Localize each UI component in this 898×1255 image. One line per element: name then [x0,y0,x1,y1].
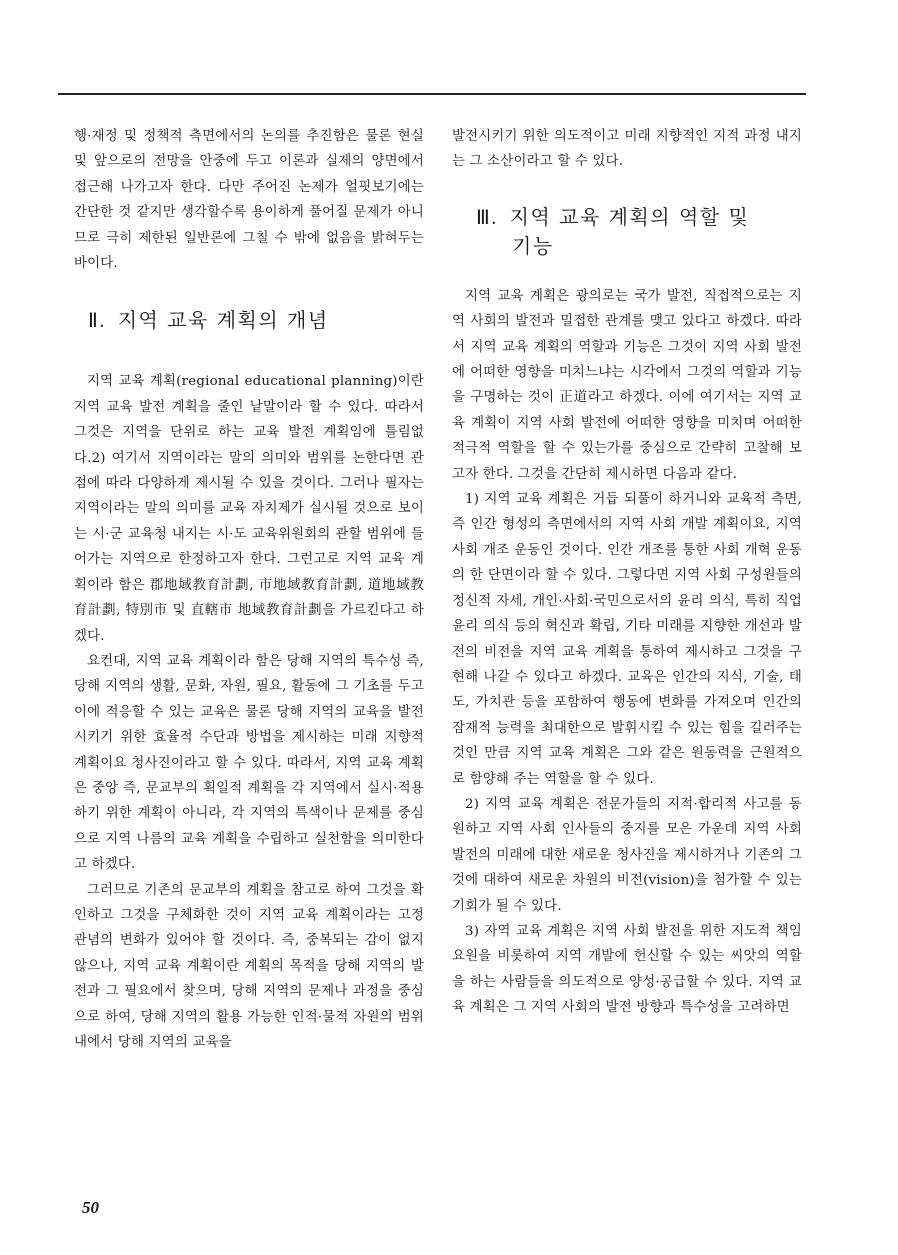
left-column [74,124,424,1055]
list-item-1: 1) 지역 교육 계획은 거듭 되풀이 하거니와 교육적 측면, 즉 인간 형성의 측면에서의 지역 사회 개발 계획이요, 지역 사회 개조 운동인 것이다. 인간 개조를 통한 사회 개혁 운동의 한 단면이라 할 수 있다. 그렇다면 지역 사회 구성원들의 정신적 자세, 개인·사회·국민으로서의 윤리 의식, 특히 직업 윤리 의식 등의 혁신과 확립, 기타 미래를 지향한 개선과 발전의 비전을 지역 교육 계획을 통하여 제시하고 그것을 구현해 나갈 수 있다고 하겠다. 교육은 인간의 지식, 기술, 태도, 가치관 등을 포함하여 행동에 변화를 가져오며 인간의 잠재적 능력을 최대한으로 발휘시킬 수 있는 힘을 길러주는 것인 만큼 지역 교육 계획은 그와 같은 원동력을 근원적으로 함양해 주는 역할을 할 수 있다. [452,492,802,787]
section-3-title-line2: 기능 [512,233,554,258]
section-2-number: Ⅱ. [88,310,106,333]
page-number: 50 [82,1198,99,1217]
paragraph-concept: 지역 교육 계획(regional educational planning)이란 지역 교육 발전 계획을 줄인 낱말이라 할 수 있다. 따라서 그것은 지역을 단위로 하는 교육 발전 계획임에 틀림없다.2) 여기서 지역이라는 말의 의미와 범위를 논한다면 관점에 따라 다양하게 제시될 수 있을 것이다. 그러나 필자는 지역이라는 말의 의미를 교육 자치제가 실시될 것으로 보이는 시·군 교육청 내지는 시·도 교육위원회의 관할 범위에 들어가는 지역으로 한정하고자 한다. 그런고로 지역 교육 계획이라 함은 郡地域教育計劃, 市地域教育計劃, 道地域教育計劃, 特別市 및 直轄市 地域教育計劃을 가르킨다고 하겠다. [74,374,424,644]
paragraph-summary: 요컨대, 지역 교육 계획이라 함은 당해 지역의 특수성 즉, 당해 지역의 생활, 문화, 자원, 필요, 활동에 그 기초를 두고 이에 적응할 수 있는 교육은 물론 당해 지역의 교육을 발전시키기 위한 효율적 수단과 방법을 제시하는 미래 지향적 계획이요 청사진이라고 할 수 있다. 따라서, 지역 교육 계획은 중앙 즉, 문교부의 획일적 계획을 각 지역에서 실시·적용하기 위한 계획이 아니라, 각 지역의 특색이나 문제를 중심으로 지역 나름의 교육 계획을 수립하고 실천함을 의미한다고 하겠다. [74,653,424,873]
paragraph-role: 지역 교육 계획은 광의로는 국가 발전, 직접적으로는 지역 사회의 발전과 밀접한 관계를 맺고 있다고 하겠다. 따라서 지역 교육 계획의 역할과 기능은 그것이 지역 사회 발전에 어떠한 영향을 미치느냐는 시각에서 그것의 역할과 기능을 구명하는 것이 正道라고 하겠다. 이에 여기서는 지역 교육 계획이 지역 사회 발전에 어떠한 영향을 미치며 어떠한 적극적 역할을 할 수 있는가를 중심으로 간략히 고찰해 보고자 한다. 그것을 간단히 제시하면 다음과 같다. [452,288,802,482]
paragraph-intro: 행·재정 및 정책적 측면에서의 논의를 추진함은 물론 현실 및 앞으로의 전망을 안중에 두고 이론과 실제의 양면에서 접근해 나가고자 한다. 다만 주어진 논제가 얼핏보기에는 간단한 것 같지만 생각할수록 용이하게 풀어질 문제가 아니므로 극히 제한된 일반론에 그칠 수 밖에 없음을 밝혀두는 바이다. [74,129,424,272]
section-2-heading [88,306,424,335]
list-item-3: 3) 자역 교육 계획은 지역 사회 발전을 위한 지도적 책임 요원을 비롯하여 지역 개발에 헌신할 수 있는 씨앗의 역할을 하는 사람들을 의도적으로 양성·공급할 수 있다. 지역 교육 계획은 그 지역 사회의 발전 방향과 특수성을 고려하면 [452,923,802,1016]
header-rule [58,93,806,95]
section-3-number: Ⅲ. [476,206,498,229]
paragraph-therefore: 그러므로 기존의 문교부의 계획을 참고로 하여 그것을 확인하고 그것을 구체화한 것이 지역 교육 계획이라는 고정 관념의 변화가 있어야 할 것이다. 즉, 중복되는 감이 없지 않으나, 지역 교육 계획이란 계획의 목적을 당해 지역의 발전과 그 필요에서 찾으며, 당해 지역의 문제나 과정을 중심으로 하여, 당해 지역의 활용 가능한 인적·물적 자원의 범위 내에서 당해 지역의 교육을 [74,882,424,1050]
list-item-2: 2) 지역 교육 계획은 전문가들의 지적·합리적 사고를 동원하고 지역 사회 인사들의 중지를 모은 가운데 지역 사회 발전의 미래에 대한 새로운 청사진을 제시하거나 기존의 그것에 대하여 새로운 차원의 비전(vision)을 첨가할 수 있는 기회가 될 수 있다. [452,796,802,914]
right-column [452,124,802,1021]
paragraph-continued: 발전시키기 위한 의도적이고 미래 지향적인 지적 과정 내지는 그 소산이라고 할 수 있다. [452,129,802,170]
section-2-title: 지역 교육 계획의 개념 [117,308,329,333]
section-3-title-line1: 지역 교육 계획의 역할 및 [509,204,750,229]
section-3-heading [476,203,802,260]
